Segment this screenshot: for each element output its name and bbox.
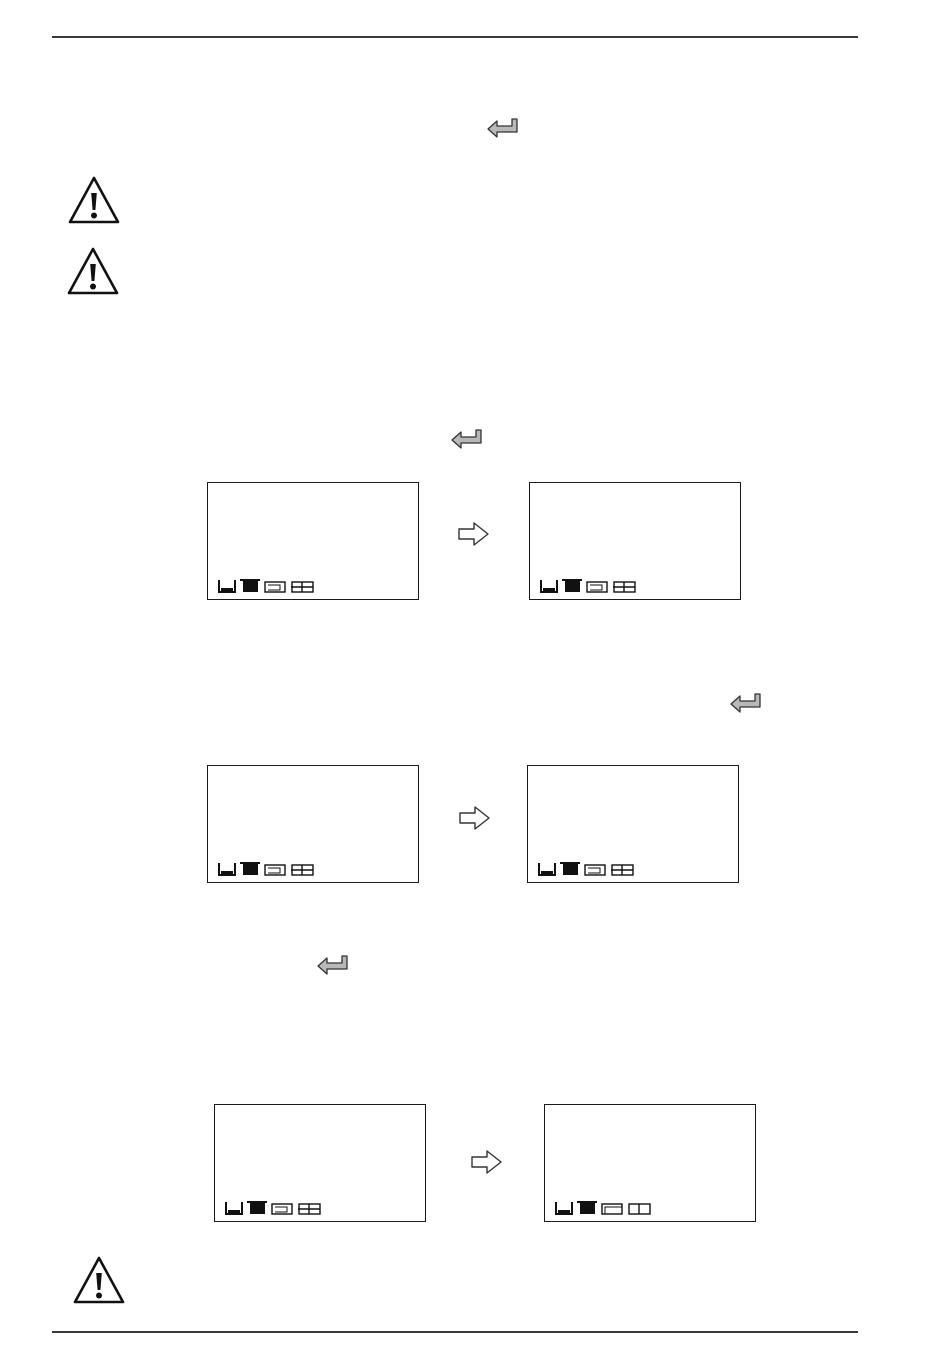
top-rule [52,36,858,38]
bottom-rule [52,1331,858,1333]
enter-key-icon [450,428,484,450]
display-screen-before [207,765,419,883]
display-screen-before [214,1104,426,1222]
status-icons-standard [218,579,318,593]
next-step-arrow-icon [457,521,491,547]
status-icons-standard [538,862,638,876]
status-icons-standard [218,862,318,876]
display-screen-before [207,482,419,600]
status-icons-standard [225,1201,325,1215]
display-screen-after [529,482,741,600]
display-screen-after [527,765,739,883]
next-step-arrow-icon [458,805,492,831]
status-icons-alternate [555,1201,655,1215]
status-icons-standard [540,579,640,593]
warning-triangle-icon [67,175,121,225]
warning-triangle-icon [66,246,120,296]
display-screen-after [544,1104,756,1222]
next-step-arrow-icon [470,1149,504,1175]
warning-triangle-icon [72,1255,126,1305]
enter-key-icon [729,692,763,714]
enter-key-icon [486,117,520,139]
enter-key-icon [316,954,350,976]
